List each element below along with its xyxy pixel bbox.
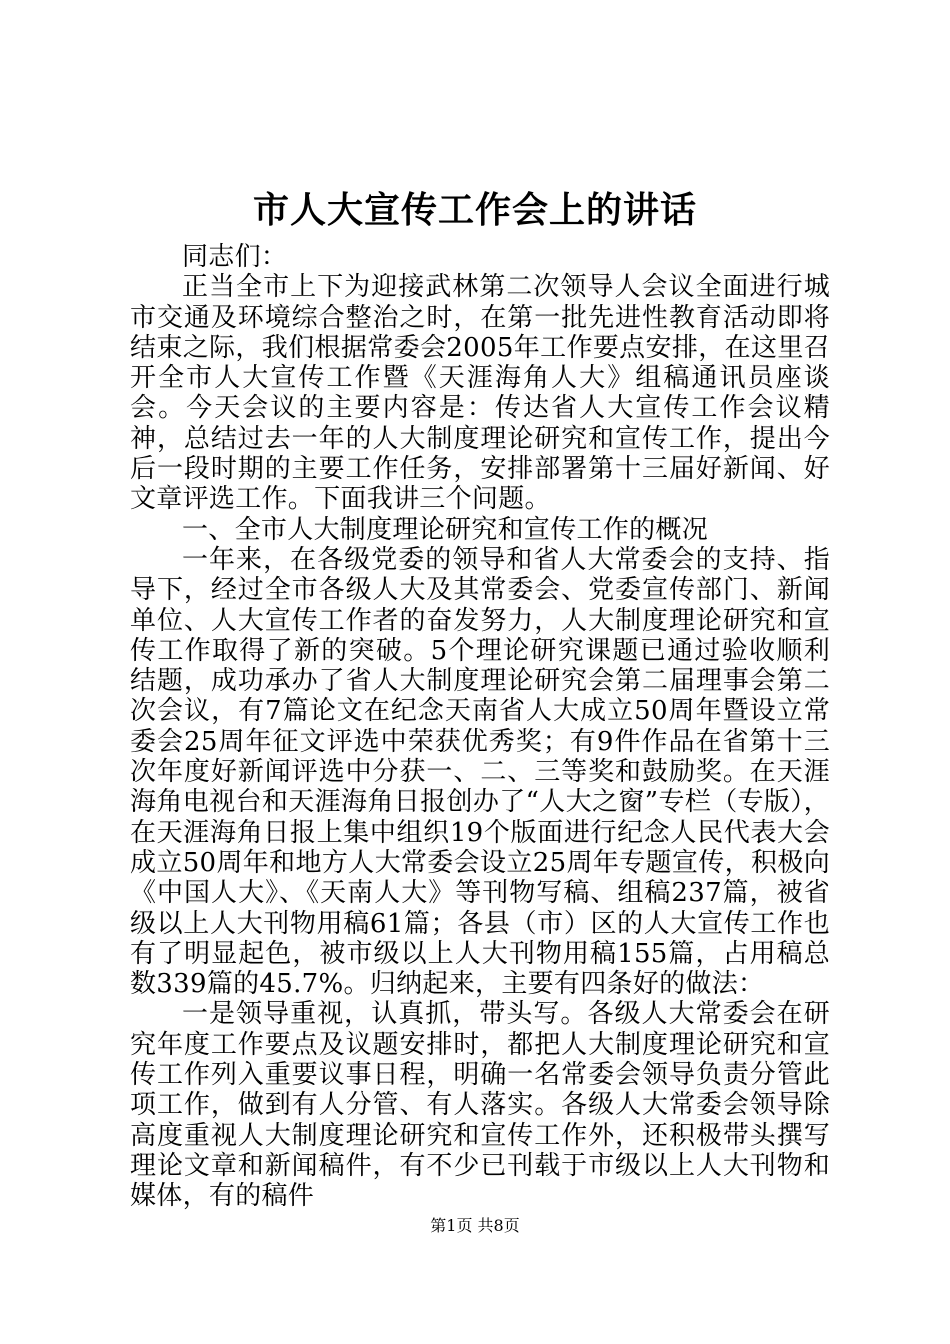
document-body bbox=[130, 242, 830, 1212]
section-heading: 一、全市人大制度理论研究和宣传工作的概况 bbox=[182, 514, 709, 545]
body-paragraph: 一是领导重视，认真抓，带头写。各级人大常委会在研究年度工作要点及议题安排时，都把人大制度理论研究和宣传工作列入重要议事日程，明确一名常委会领导负责分管此项工作，做到有人分管、有人落实。各级人大常委会领导除高度重视人大制度理论研究和宣传工作外，还积极带头撰写理论文章和新闻稿件，有不少已刊载于市级以上人大刊物和媒体，有的稿件 bbox=[130, 999, 830, 1212]
body-paragraph: 正当全市上下为迎接武林第二次领导人会议全面进行城市交通及环境综合整治之时，在第一批先进性教育活动即将结束之际，我们根据常委会2005年工作要点安排，在这里召开全市人大宣传工作暨《天涯海角人大》组稿通讯员座谈会。今天会议的主要内容是：传达省人大宣传工作会议精神，总结过去一年的人大制度理论研究和宣传工作，提出今后一段时期的主要工作任务，安排部署第十三届好新闻、好文章评选工作。下面我讲三个问题。 bbox=[130, 272, 830, 515]
page-footer: 第1页 共8页 bbox=[430, 1216, 520, 1235]
greeting-paragraph: 同志们： bbox=[182, 242, 288, 272]
document-title: 市人大宣传工作会上的讲话 bbox=[252, 189, 697, 231]
body-paragraph: 一年来，在各级党委的领导和省人大常委会的支持、指导下，经过全市各级人大及其常委会、党委宣传部门、新闻单位、人大宣传工作者的奋发努力，人大制度理论研究和宣传工作取得了新的突破。5个理论研究课题已通过验收顺利结题，成功承办了省人大制度理论研究会第二届理事会第二次会议，有7篇论文在纪念天南省人大成立50周年暨设立常委会25周年征文评选中荣获优秀奖；有9件作品在省第十三次年度好新闻评选中分获一、二、三等奖和鼓励奖。在天涯海角电视台和天涯海角日报创办了“人大之窗”专栏（专版），在天涯海角日报上集中组织19个版面进行纪念人民代表大会成立50周年和地方人大常委会设立25周年专题宣传，积极向《中国人大》、《天南人大》等刊物写稿、组稿237篇，被省级以上人大刊物用稿61篇；各县（市）区的人大宣传工作也有了明显起色，被市级以上人大刊物用稿155篇，占用稿总数339篇的45.7%。归纳起来，主要有四条好的做法： bbox=[130, 544, 830, 1000]
